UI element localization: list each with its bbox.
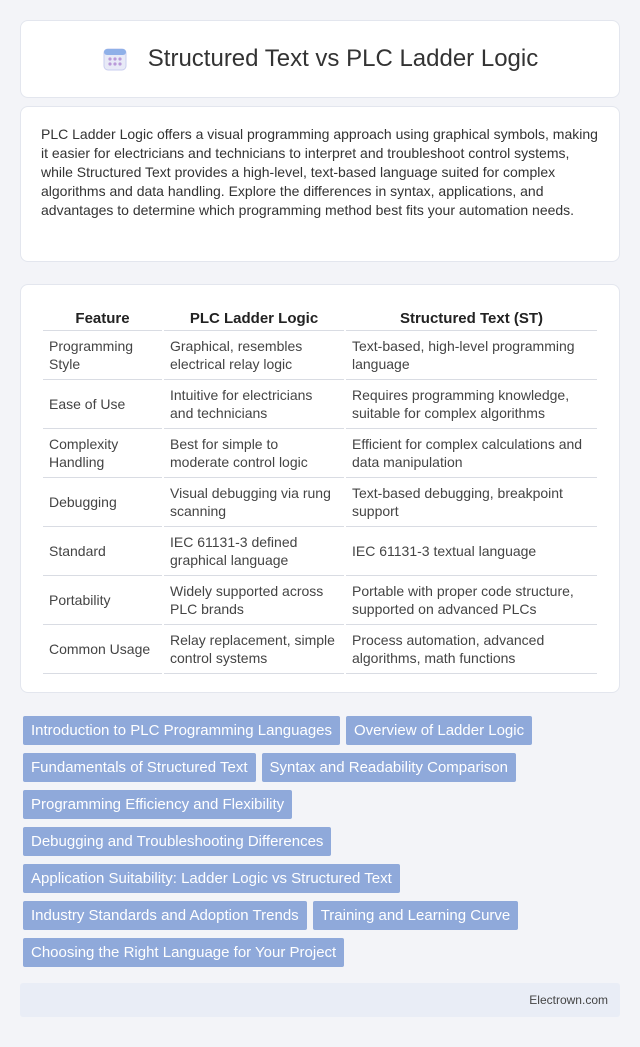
table-row bbox=[43, 331, 597, 380]
table-row bbox=[43, 576, 597, 625]
table-cell: Text-based, high-level programming language bbox=[346, 331, 597, 380]
table-cell: Ease of Use bbox=[43, 380, 162, 429]
table-cell: Intuitive for electricians and technicians bbox=[164, 380, 344, 429]
topic-tag[interactable]: Fundamentals of Structured Text bbox=[23, 753, 256, 782]
tag-row bbox=[20, 716, 620, 745]
table-cell: Standard bbox=[43, 527, 162, 576]
table-row bbox=[43, 625, 597, 674]
column-header-structured-text: Structured Text (ST) bbox=[346, 307, 597, 331]
table-row bbox=[43, 380, 597, 429]
calendar-grid-icon bbox=[102, 46, 128, 72]
comparison-table-card bbox=[20, 284, 620, 693]
table-cell: Best for simple to moderate control logic bbox=[164, 429, 344, 478]
topic-tag[interactable]: Application Suitability: Ladder Logic vs Structured Text bbox=[23, 864, 400, 893]
table-cell: Requires programming knowledge, suitable for complex algorithms bbox=[346, 380, 597, 429]
table-cell: Portable with proper code structure, supported on advanced PLCs bbox=[346, 576, 597, 625]
tag-row bbox=[20, 827, 620, 856]
topic-tag[interactable]: Syntax and Readability Comparison bbox=[262, 753, 516, 782]
table-cell: Complexity Handling bbox=[43, 429, 162, 478]
topic-tag[interactable]: Industry Standards and Adoption Trends bbox=[23, 901, 307, 930]
tag-row bbox=[20, 790, 620, 819]
topic-tag[interactable]: Overview of Ladder Logic bbox=[346, 716, 532, 745]
tag-row bbox=[20, 938, 620, 967]
intro-card bbox=[20, 106, 620, 262]
table-cell: Portability bbox=[43, 576, 162, 625]
topic-tag[interactable]: Choosing the Right Language for Your Project bbox=[23, 938, 344, 967]
topic-tag[interactable]: Programming Efficiency and Flexibility bbox=[23, 790, 292, 819]
tag-row bbox=[20, 901, 620, 930]
table-row bbox=[43, 478, 597, 527]
column-header-ladder-logic: PLC Ladder Logic bbox=[164, 307, 344, 331]
topic-tag[interactable]: Debugging and Troubleshooting Differences bbox=[23, 827, 331, 856]
topic-tag[interactable]: Training and Learning Curve bbox=[313, 901, 519, 930]
table-cell: Relay replacement, simple control systems bbox=[164, 625, 344, 674]
topic-tags bbox=[20, 716, 620, 975]
intro-paragraph: PLC Ladder Logic offers a visual programming approach using graphical symbols, making it easier for electricians and technicians to interpret and troubleshoot control systems, while Structured Text provides a high-level, text-based language suited for complex algorithms and data handling. Explore the differences in syntax, applications, and advantages to determine which programming method best fits your automation needs. bbox=[41, 126, 598, 218]
column-header-feature: Feature bbox=[43, 307, 162, 331]
table-cell: Visual debugging via rung scanning bbox=[164, 478, 344, 527]
header-card bbox=[20, 20, 620, 98]
topic-tag[interactable]: Introduction to PLC Programming Languages bbox=[23, 716, 340, 745]
tag-row bbox=[20, 753, 620, 782]
table-cell: Widely supported across PLC brands bbox=[164, 576, 344, 625]
table-cell: Efficient for complex calculations and data manipulation bbox=[346, 429, 597, 478]
table-cell: Text-based debugging, breakpoint support bbox=[346, 478, 597, 527]
table-row bbox=[43, 429, 597, 478]
table-cell: Debugging bbox=[43, 478, 162, 527]
comparison-table bbox=[41, 307, 599, 674]
table-cell: IEC 61131-3 textual language bbox=[346, 527, 597, 576]
table-row bbox=[43, 527, 597, 576]
table-cell: Process automation, advanced algorithms, math functions bbox=[346, 625, 597, 674]
table-header-row bbox=[43, 307, 597, 331]
table-cell: IEC 61131-3 defined graphical language bbox=[164, 527, 344, 576]
table-cell: Common Usage bbox=[43, 625, 162, 674]
page-title: Structured Text vs PLC Ladder Logic bbox=[147, 45, 539, 72]
tag-row bbox=[20, 864, 620, 893]
footer bbox=[20, 983, 620, 1017]
table-cell: Programming Style bbox=[43, 331, 162, 380]
footer-brand[interactable]: Electrown.com bbox=[529, 993, 608, 1007]
table-cell: Graphical, resembles electrical relay logic bbox=[164, 331, 344, 380]
